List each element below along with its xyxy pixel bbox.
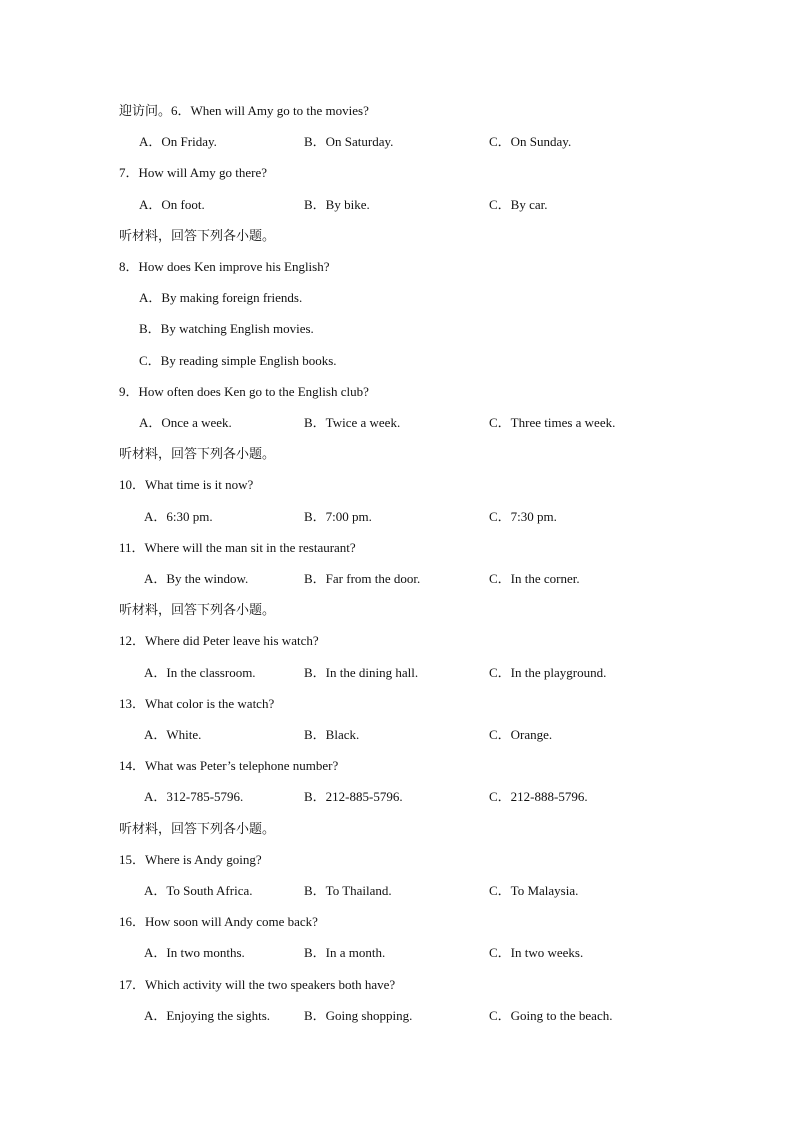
option-c: C．Three times a week. bbox=[489, 415, 616, 430]
option-a: A．6:30 pm. bbox=[144, 509, 213, 524]
option-a: A．To South Africa. bbox=[144, 883, 253, 898]
question-text: 17．Which activity will the two speakers both have? bbox=[119, 977, 396, 992]
option-a: A．312-785-5796. bbox=[144, 789, 244, 804]
option-b: B．7:00 pm. bbox=[304, 509, 372, 524]
section-instruction: 听材料，回答下列各小题。 bbox=[119, 446, 276, 461]
option-row bbox=[0, 664, 794, 682]
option-line: A．By making foreign friends. bbox=[139, 290, 303, 305]
option-a: A．Once a week. bbox=[139, 415, 232, 430]
option-a: A．On foot. bbox=[139, 197, 205, 212]
question-text: 14．What was Peter’s telephone number? bbox=[119, 758, 339, 773]
question-text: 13．What color is the watch? bbox=[119, 696, 275, 711]
question-text: 15．Where is Andy going? bbox=[119, 852, 262, 867]
option-row bbox=[0, 508, 794, 526]
option-row bbox=[0, 788, 794, 806]
option-c: C．In two weeks. bbox=[489, 945, 584, 960]
question-text: 11．Where will the man sit in the restaurant? bbox=[119, 540, 356, 555]
option-row bbox=[0, 944, 794, 962]
option-a: A．Enjoying the sights. bbox=[144, 1008, 271, 1023]
option-b: B．In a month. bbox=[304, 945, 386, 960]
option-a: A．By the window. bbox=[144, 571, 249, 586]
option-line: C．By reading simple English books. bbox=[139, 353, 337, 368]
option-row bbox=[0, 1007, 794, 1025]
option-b: B．In the dining hall. bbox=[304, 665, 419, 680]
section-instruction: 听材料，回答下列各小题。 bbox=[119, 228, 276, 243]
option-line: B．By watching English movies. bbox=[139, 321, 314, 336]
option-row bbox=[0, 570, 794, 588]
option-c: C．Going to the beach. bbox=[489, 1008, 613, 1023]
option-a: A．In two months. bbox=[144, 945, 245, 960]
question-text: 8．How does Ken improve his English? bbox=[119, 259, 330, 274]
option-row bbox=[0, 882, 794, 900]
option-c: C．By car. bbox=[489, 197, 548, 212]
question-text: 16．How soon will Andy come back? bbox=[119, 914, 318, 929]
section-instruction: 听材料，回答下列各小题。 bbox=[119, 602, 276, 617]
option-b: B．By bike. bbox=[304, 197, 370, 212]
question-text: 10．What time is it now? bbox=[119, 477, 254, 492]
option-c: C．In the playground. bbox=[489, 665, 607, 680]
option-row bbox=[0, 414, 794, 432]
option-b: B．Going shopping. bbox=[304, 1008, 413, 1023]
option-a: A．In the classroom. bbox=[144, 665, 256, 680]
question-text: 12．Where did Peter leave his watch? bbox=[119, 633, 319, 648]
question-text: 7．How will Amy go there? bbox=[119, 165, 268, 180]
option-a: A．On Friday. bbox=[139, 134, 217, 149]
option-row bbox=[0, 196, 794, 214]
option-c: C．Orange. bbox=[489, 727, 553, 742]
option-b: B．Black. bbox=[304, 727, 360, 742]
section-instruction: 听材料，回答下列各小题。 bbox=[119, 821, 276, 836]
option-row bbox=[0, 133, 794, 151]
option-a: A．White. bbox=[144, 727, 202, 742]
option-b: B．On Saturday. bbox=[304, 134, 394, 149]
option-c: C．7:30 pm. bbox=[489, 509, 557, 524]
option-c: C．On Sunday. bbox=[489, 134, 572, 149]
option-b: B．Twice a week. bbox=[304, 415, 401, 430]
option-b: B．To Thailand. bbox=[304, 883, 392, 898]
option-c: C．To Malaysia. bbox=[489, 883, 579, 898]
option-b: B．212-885-5796. bbox=[304, 789, 403, 804]
option-b: B．Far from the door. bbox=[304, 571, 421, 586]
option-row bbox=[0, 726, 794, 744]
option-c: C．212-888-5796. bbox=[489, 789, 588, 804]
question-text: 9．How often does Ken go to the English club? bbox=[119, 384, 369, 399]
question-text: 迎访问。6．When will Amy go to the movies? bbox=[119, 103, 369, 118]
option-c: C．In the corner. bbox=[489, 571, 580, 586]
